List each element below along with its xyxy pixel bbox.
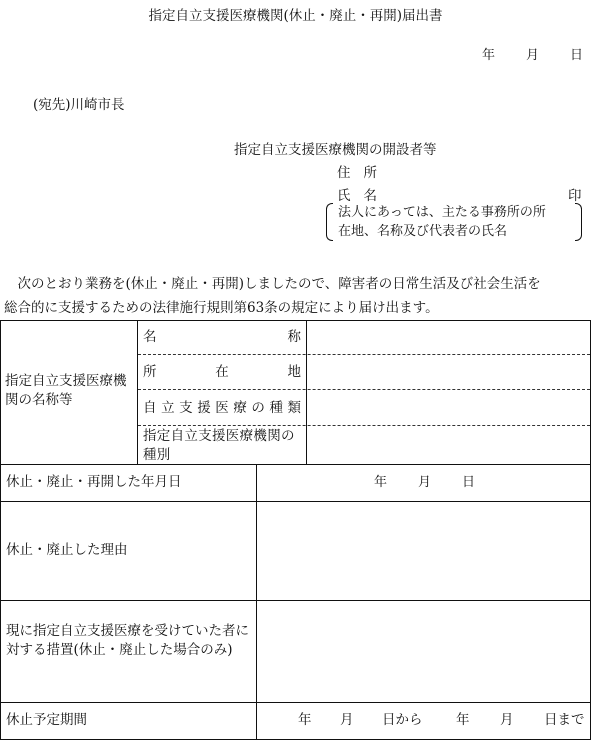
- reason-field[interactable]: [258, 502, 589, 599]
- date-day-label: 日: [570, 48, 584, 63]
- right-bracket: [575, 203, 582, 241]
- founder-name-label: 氏 名: [337, 188, 377, 204]
- measures-label: 現に指定自立支援医療を受けていた者に対する措置(休止・廃止した場合のみ): [6, 623, 249, 658]
- date-month-label: 月: [526, 48, 540, 63]
- founder-note: [326, 203, 582, 241]
- date-row-field[interactable]: [258, 465, 589, 500]
- period-end-day: 日まで: [544, 712, 585, 728]
- date-row-year: 年: [374, 475, 388, 490]
- period-start-day: 日から: [382, 712, 423, 728]
- measures-field[interactable]: [258, 601, 589, 701]
- notification-form-table: [0, 320, 591, 740]
- founder-heading: 指定自立支援医療機関の開設者等: [234, 142, 437, 158]
- period-field[interactable]: [258, 703, 589, 738]
- body-line-2: 総合的に支援するための法律施行規則第63条の規定により届け出ます。: [4, 300, 439, 316]
- period-end-year: 年: [456, 712, 470, 728]
- date-row-day: 日: [462, 475, 476, 490]
- date-year-label: 年: [482, 48, 496, 63]
- period-start-year: 年: [298, 712, 312, 728]
- date-row-label: 休止・廃止・再開した年月日: [6, 474, 182, 490]
- location-field[interactable]: [308, 356, 588, 388]
- reason-label: 休止・廃止した理由: [6, 542, 128, 558]
- period-end-month: 月: [500, 712, 514, 728]
- location-label: 所 在 地: [143, 364, 301, 380]
- name-label: 名 称: [143, 329, 301, 345]
- date-row-month: 月: [418, 475, 432, 490]
- founder-note-line1: 法人にあっては、主たる事務所の所: [338, 205, 546, 220]
- institution-kind-label: 指定自立支援医療機関の種別: [143, 428, 295, 463]
- body-paragraph: [4, 272, 587, 320]
- document-title: 指定自立支援医療機関(休止・廃止・再開)届出書: [148, 8, 443, 24]
- period-start-month: 月: [340, 712, 354, 728]
- institution-kind-field[interactable]: [308, 427, 588, 463]
- founder-address-label: 住 所: [337, 165, 377, 181]
- period-label: 休止予定期間: [6, 712, 87, 728]
- institution-group-label: 指定自立支援医療機関の名称等: [5, 373, 127, 408]
- addressee: (宛先)川崎市長: [33, 97, 125, 113]
- medical-type-field[interactable]: [308, 391, 588, 424]
- medical-type-label: 自 立 支 援 医 療 の 種 類: [143, 400, 301, 416]
- founder-note-line2: 在地、名称及び代表者の氏名: [338, 224, 508, 239]
- left-bracket: [326, 203, 333, 241]
- seal-mark: 印: [568, 188, 582, 204]
- name-field[interactable]: [308, 321, 588, 353]
- body-line-1: 次のとおり業務を(休止・廃止・再開)しましたので、障害者の日常生活及び社会生活を: [17, 276, 541, 292]
